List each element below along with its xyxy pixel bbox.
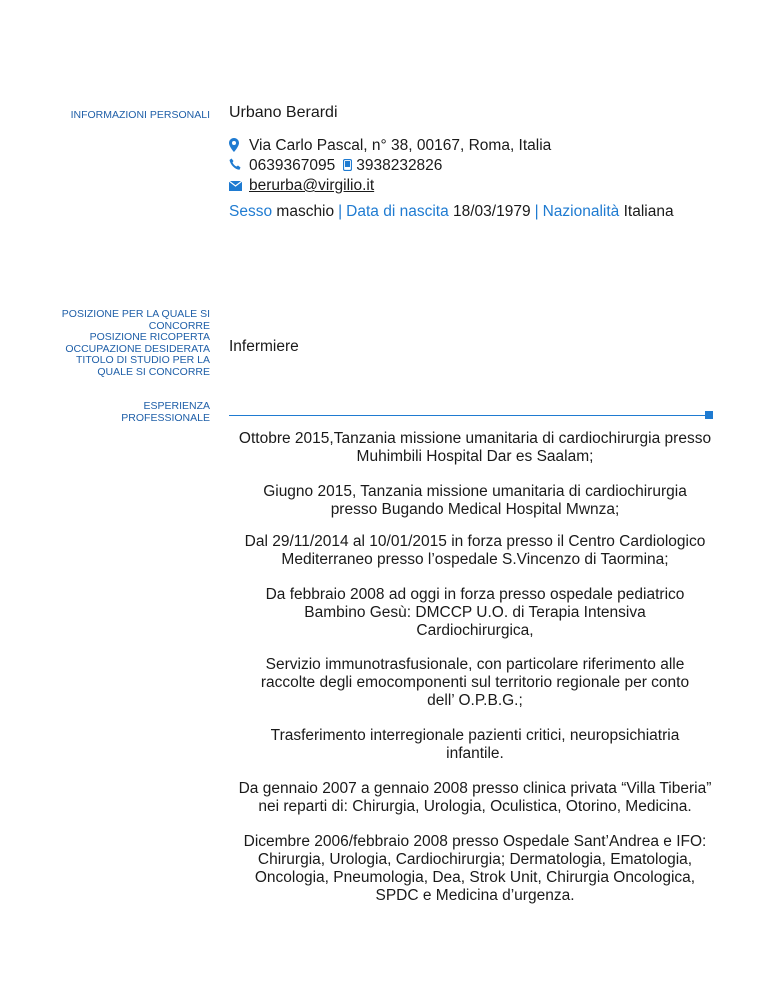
experience-entry	[220, 656, 730, 710]
experience-line: Da febbraio 2008 ad oggi in forza presso ospedale pediatrico	[265, 586, 685, 603]
experience-line: Giugno 2015, Tanzania missione umanitaria di cardiochirurgia	[263, 483, 687, 500]
address-row	[229, 137, 551, 155]
label-personal-info: INFORMAZIONI PERSONALI	[70, 109, 210, 121]
mobile-phone-icon	[343, 159, 352, 174]
experience-line: Cardiochirurgica,	[416, 622, 534, 639]
experience-line: dell’ O.P.B.G.;	[427, 692, 523, 709]
separator: |	[338, 203, 343, 220]
experience-line: Dicembre 2006/febbraio 2008 presso Ospedale Sant’Andrea e IFO:	[243, 833, 707, 850]
experience-entry	[220, 780, 730, 816]
experience-entry	[220, 586, 730, 640]
mobile-number[interactable]: 3938232826	[356, 157, 443, 174]
nationality-value: Italiana	[623, 203, 674, 220]
experience-line: nei reparti di: Chirurgia, Urologia, Oculistica, Otorino, Medicina.	[258, 798, 692, 815]
nationality-label: Nazionalità	[542, 203, 620, 220]
label-position-line: TITOLO DI STUDIO PER LA	[76, 354, 210, 366]
label-position-line: QUALE SI CONCORRE	[97, 365, 210, 378]
experience-line: SPDC e Medicina d’urgenza.	[375, 887, 575, 904]
experience-line: Ottobre 2015,Tanzania missione umanitaria di cardiochirurgia presso	[238, 430, 712, 447]
experience-line: raccolte degli emocomponenti sul territorio regionale per conto	[260, 674, 690, 691]
label-position-line: POSIZIONE PER LA QUALE SI	[61, 308, 210, 320]
label-position-line: POSIZIONE RICOPERTA	[89, 331, 210, 343]
experience-line: Bambino Gesù: DMCCP U.O. di Terapia Intensiva	[304, 604, 646, 621]
label-experience-line: ESPERIENZA	[143, 400, 210, 412]
label-position	[62, 309, 210, 378]
birth-label: Data di nascita	[346, 203, 449, 220]
section-divider-cap	[705, 411, 713, 419]
envelope-icon	[229, 179, 249, 194]
section-divider	[229, 415, 713, 416]
experience-line: Dal 29/11/2014 al 10/01/2015 in forza presso il Centro Cardiologico	[244, 533, 706, 550]
experience-entry	[220, 483, 730, 519]
person-name: Urbano Berardi	[229, 104, 338, 121]
email-link[interactable]: berurba@virgilio.it	[249, 177, 375, 194]
sex-value: maschio	[276, 203, 335, 220]
experience-line: presso Bugando Medical Hospital Mwnza;	[330, 501, 620, 518]
experience-line: infantile.	[446, 745, 504, 762]
experience-line: Oncologia, Pneumologia, Dea, Strok Unit, Chirurgia Oncologica,	[254, 869, 696, 886]
experience-entry	[220, 727, 730, 763]
position-value: Infermiere	[229, 338, 299, 355]
map-pin-icon	[229, 138, 249, 155]
experience-line: Trasferimento interregionale pazienti critici, neuropsichiatria	[270, 727, 680, 744]
label-experience-line: PROFESSIONALE	[121, 411, 210, 424]
birth-value: 18/03/1979	[453, 203, 531, 220]
experience-entry	[220, 430, 730, 466]
label-position-line: OCCUPAZIONE DESIDERATA	[65, 342, 210, 355]
phone-icon	[229, 158, 249, 174]
experience-entry	[220, 833, 730, 905]
label-position-line: CONCORRE	[148, 319, 210, 332]
phone-number[interactable]: 0639367095	[249, 157, 336, 174]
personal-details	[229, 203, 674, 221]
experience-line: Da gennaio 2007 a gennaio 2008 presso clinica privata “Villa Tiberia”	[238, 780, 712, 797]
separator: |	[534, 203, 539, 220]
sex-label: Sesso	[229, 203, 273, 220]
experience-line: Servizio immunotrasfusionale, con particolare riferimento alle	[265, 656, 685, 673]
experience-line: Muhimbili Hospital Dar es Saalam;	[356, 448, 594, 465]
address-text: Via Carlo Pascal, n° 38, 00167, Roma, Italia	[249, 137, 552, 154]
experience-line: Mediterraneo presso l’ospedale S.Vincenzo di Taormina;	[281, 551, 669, 568]
experience-line: Chirurgia, Urologia, Cardiochirurgia; Dermatologia, Ematologia,	[257, 851, 693, 868]
email-row	[229, 177, 374, 195]
experience-entry	[220, 533, 730, 569]
label-experience	[121, 401, 210, 424]
phone-row	[229, 157, 442, 175]
